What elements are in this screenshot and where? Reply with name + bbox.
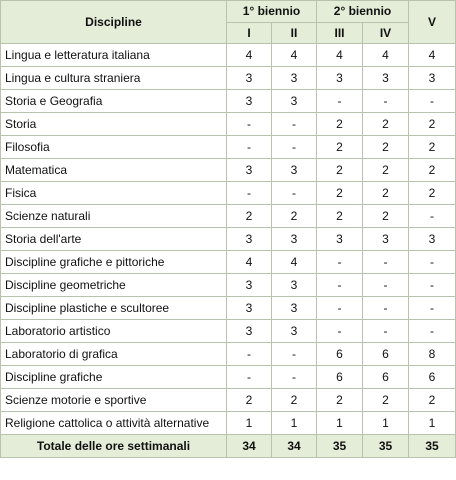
- total-value: 35: [409, 435, 456, 458]
- subject-cell: Storia dell'arte: [1, 228, 227, 251]
- hours-cell: 4: [409, 44, 456, 67]
- header-year-3: III: [317, 23, 363, 44]
- hours-cell: 1: [317, 412, 363, 435]
- hours-cell: 6: [363, 343, 409, 366]
- hours-cell: -: [409, 274, 456, 297]
- table-row: [1, 366, 456, 389]
- table-header: [1, 1, 456, 44]
- hours-cell: 3: [272, 159, 317, 182]
- hours-cell: 2: [317, 182, 363, 205]
- subject-cell: Discipline geometriche: [1, 274, 227, 297]
- header-year-4: IV: [363, 23, 409, 44]
- hours-cell: 1: [363, 412, 409, 435]
- hours-cell: 2: [317, 113, 363, 136]
- hours-cell: 4: [363, 44, 409, 67]
- hours-cell: 3: [363, 228, 409, 251]
- table-row: [1, 228, 456, 251]
- table-row: [1, 136, 456, 159]
- subject-cell: Matematica: [1, 159, 227, 182]
- subject-cell: Scienze naturali: [1, 205, 227, 228]
- hours-cell: 3: [227, 159, 272, 182]
- hours-cell: 2: [409, 136, 456, 159]
- table-row: [1, 274, 456, 297]
- header-discipline: Discipline: [1, 1, 227, 44]
- table-row: [1, 205, 456, 228]
- table-row: [1, 412, 456, 435]
- subject-cell: Storia: [1, 113, 227, 136]
- header-row-groups: [1, 1, 456, 23]
- subject-cell: Laboratorio artistico: [1, 320, 227, 343]
- total-value: 34: [227, 435, 272, 458]
- hours-cell: 3: [227, 274, 272, 297]
- hours-cell: 2: [409, 389, 456, 412]
- hours-cell: 3: [272, 274, 317, 297]
- table-row: [1, 297, 456, 320]
- subject-cell: Discipline plastiche e scultoree: [1, 297, 227, 320]
- hours-cell: -: [272, 136, 317, 159]
- hours-cell: 2: [363, 182, 409, 205]
- hours-cell: 1: [409, 412, 456, 435]
- hours-cell: 3: [272, 228, 317, 251]
- table-row: [1, 320, 456, 343]
- total-label: Totale delle ore settimanali: [1, 435, 227, 458]
- hours-cell: 3: [272, 67, 317, 90]
- subject-cell: Lingua e letteratura italiana: [1, 44, 227, 67]
- hours-cell: 4: [272, 251, 317, 274]
- hours-cell: -: [272, 366, 317, 389]
- hours-cell: 3: [272, 297, 317, 320]
- hours-cell: -: [272, 343, 317, 366]
- hours-cell: 2: [363, 159, 409, 182]
- hours-cell: 2: [317, 389, 363, 412]
- header-biennio-2: 2° biennio: [317, 1, 409, 23]
- hours-cell: 4: [227, 251, 272, 274]
- hours-cell: 6: [363, 366, 409, 389]
- subject-cell: Religione cattolica o attività alternative: [1, 412, 227, 435]
- subject-cell: Laboratorio di grafica: [1, 343, 227, 366]
- hours-cell: -: [227, 343, 272, 366]
- hours-cell: 2: [363, 205, 409, 228]
- hours-cell: -: [317, 251, 363, 274]
- hours-cell: 2: [363, 113, 409, 136]
- table-row: [1, 67, 456, 90]
- hours-cell: 3: [227, 320, 272, 343]
- hours-cell: -: [409, 205, 456, 228]
- subject-cell: Fisica: [1, 182, 227, 205]
- hours-cell: 6: [317, 343, 363, 366]
- hours-cell: -: [363, 274, 409, 297]
- hours-cell: -: [363, 320, 409, 343]
- hours-cell: 2: [363, 136, 409, 159]
- hours-cell: -: [227, 113, 272, 136]
- table-row: [1, 389, 456, 412]
- hours-cell: -: [317, 320, 363, 343]
- hours-cell: 3: [317, 228, 363, 251]
- hours-cell: 2: [409, 182, 456, 205]
- hours-cell: 2: [317, 205, 363, 228]
- hours-cell: -: [363, 90, 409, 113]
- table-row: [1, 90, 456, 113]
- hours-cell: -: [227, 182, 272, 205]
- hours-cell: 2: [363, 389, 409, 412]
- table-body: [1, 44, 456, 435]
- hours-cell: 4: [317, 44, 363, 67]
- hours-cell: 2: [272, 389, 317, 412]
- table-row: [1, 113, 456, 136]
- table-row: [1, 251, 456, 274]
- table-row: [1, 159, 456, 182]
- subject-cell: Discipline grafiche: [1, 366, 227, 389]
- table-row: [1, 182, 456, 205]
- hours-cell: 3: [227, 90, 272, 113]
- hours-cell: -: [363, 297, 409, 320]
- hours-cell: -: [317, 90, 363, 113]
- hours-cell: -: [227, 366, 272, 389]
- hours-cell: 4: [272, 44, 317, 67]
- hours-cell: 1: [272, 412, 317, 435]
- total-value: 35: [363, 435, 409, 458]
- hours-cell: 2: [409, 113, 456, 136]
- header-year-2: II: [272, 23, 317, 44]
- hours-cell: -: [409, 90, 456, 113]
- hours-cell: -: [272, 113, 317, 136]
- hours-cell: 3: [272, 320, 317, 343]
- hours-cell: 8: [409, 343, 456, 366]
- hours-cell: 3: [227, 228, 272, 251]
- hours-cell: 3: [409, 67, 456, 90]
- total-value: 34: [272, 435, 317, 458]
- hours-cell: -: [409, 251, 456, 274]
- hours-cell: -: [317, 274, 363, 297]
- hours-cell: 2: [317, 159, 363, 182]
- hours-cell: 3: [409, 228, 456, 251]
- total-value: 35: [317, 435, 363, 458]
- hours-cell: 3: [227, 67, 272, 90]
- hours-cell: -: [363, 251, 409, 274]
- hours-cell: 6: [409, 366, 456, 389]
- subject-cell: Lingua e cultura straniera: [1, 67, 227, 90]
- hours-cell: 2: [227, 205, 272, 228]
- hours-cell: -: [409, 297, 456, 320]
- hours-cell: -: [272, 182, 317, 205]
- subject-cell: Discipline grafiche e pittoriche: [1, 251, 227, 274]
- hours-cell: 3: [227, 297, 272, 320]
- total-row: [1, 435, 456, 458]
- hours-cell: 2: [272, 205, 317, 228]
- header-year-5: V: [409, 1, 456, 44]
- hours-cell: -: [227, 136, 272, 159]
- hours-cell: 3: [272, 90, 317, 113]
- hours-cell: 2: [227, 389, 272, 412]
- subject-cell: Filosofia: [1, 136, 227, 159]
- hours-cell: -: [409, 320, 456, 343]
- subject-cell: Storia e Geografia: [1, 90, 227, 113]
- hours-cell: 6: [317, 366, 363, 389]
- header-year-1: I: [227, 23, 272, 44]
- hours-cell: 1: [227, 412, 272, 435]
- subject-cell: Scienze motorie e sportive: [1, 389, 227, 412]
- hours-cell: -: [317, 297, 363, 320]
- hours-cell: 2: [317, 136, 363, 159]
- hours-cell: 4: [227, 44, 272, 67]
- table-footer: [1, 435, 456, 458]
- hours-cell: 3: [363, 67, 409, 90]
- hours-cell: 3: [317, 67, 363, 90]
- hours-cell: 2: [409, 159, 456, 182]
- header-biennio-1: 1° biennio: [227, 1, 317, 23]
- table-row: [1, 343, 456, 366]
- table-row: [1, 44, 456, 67]
